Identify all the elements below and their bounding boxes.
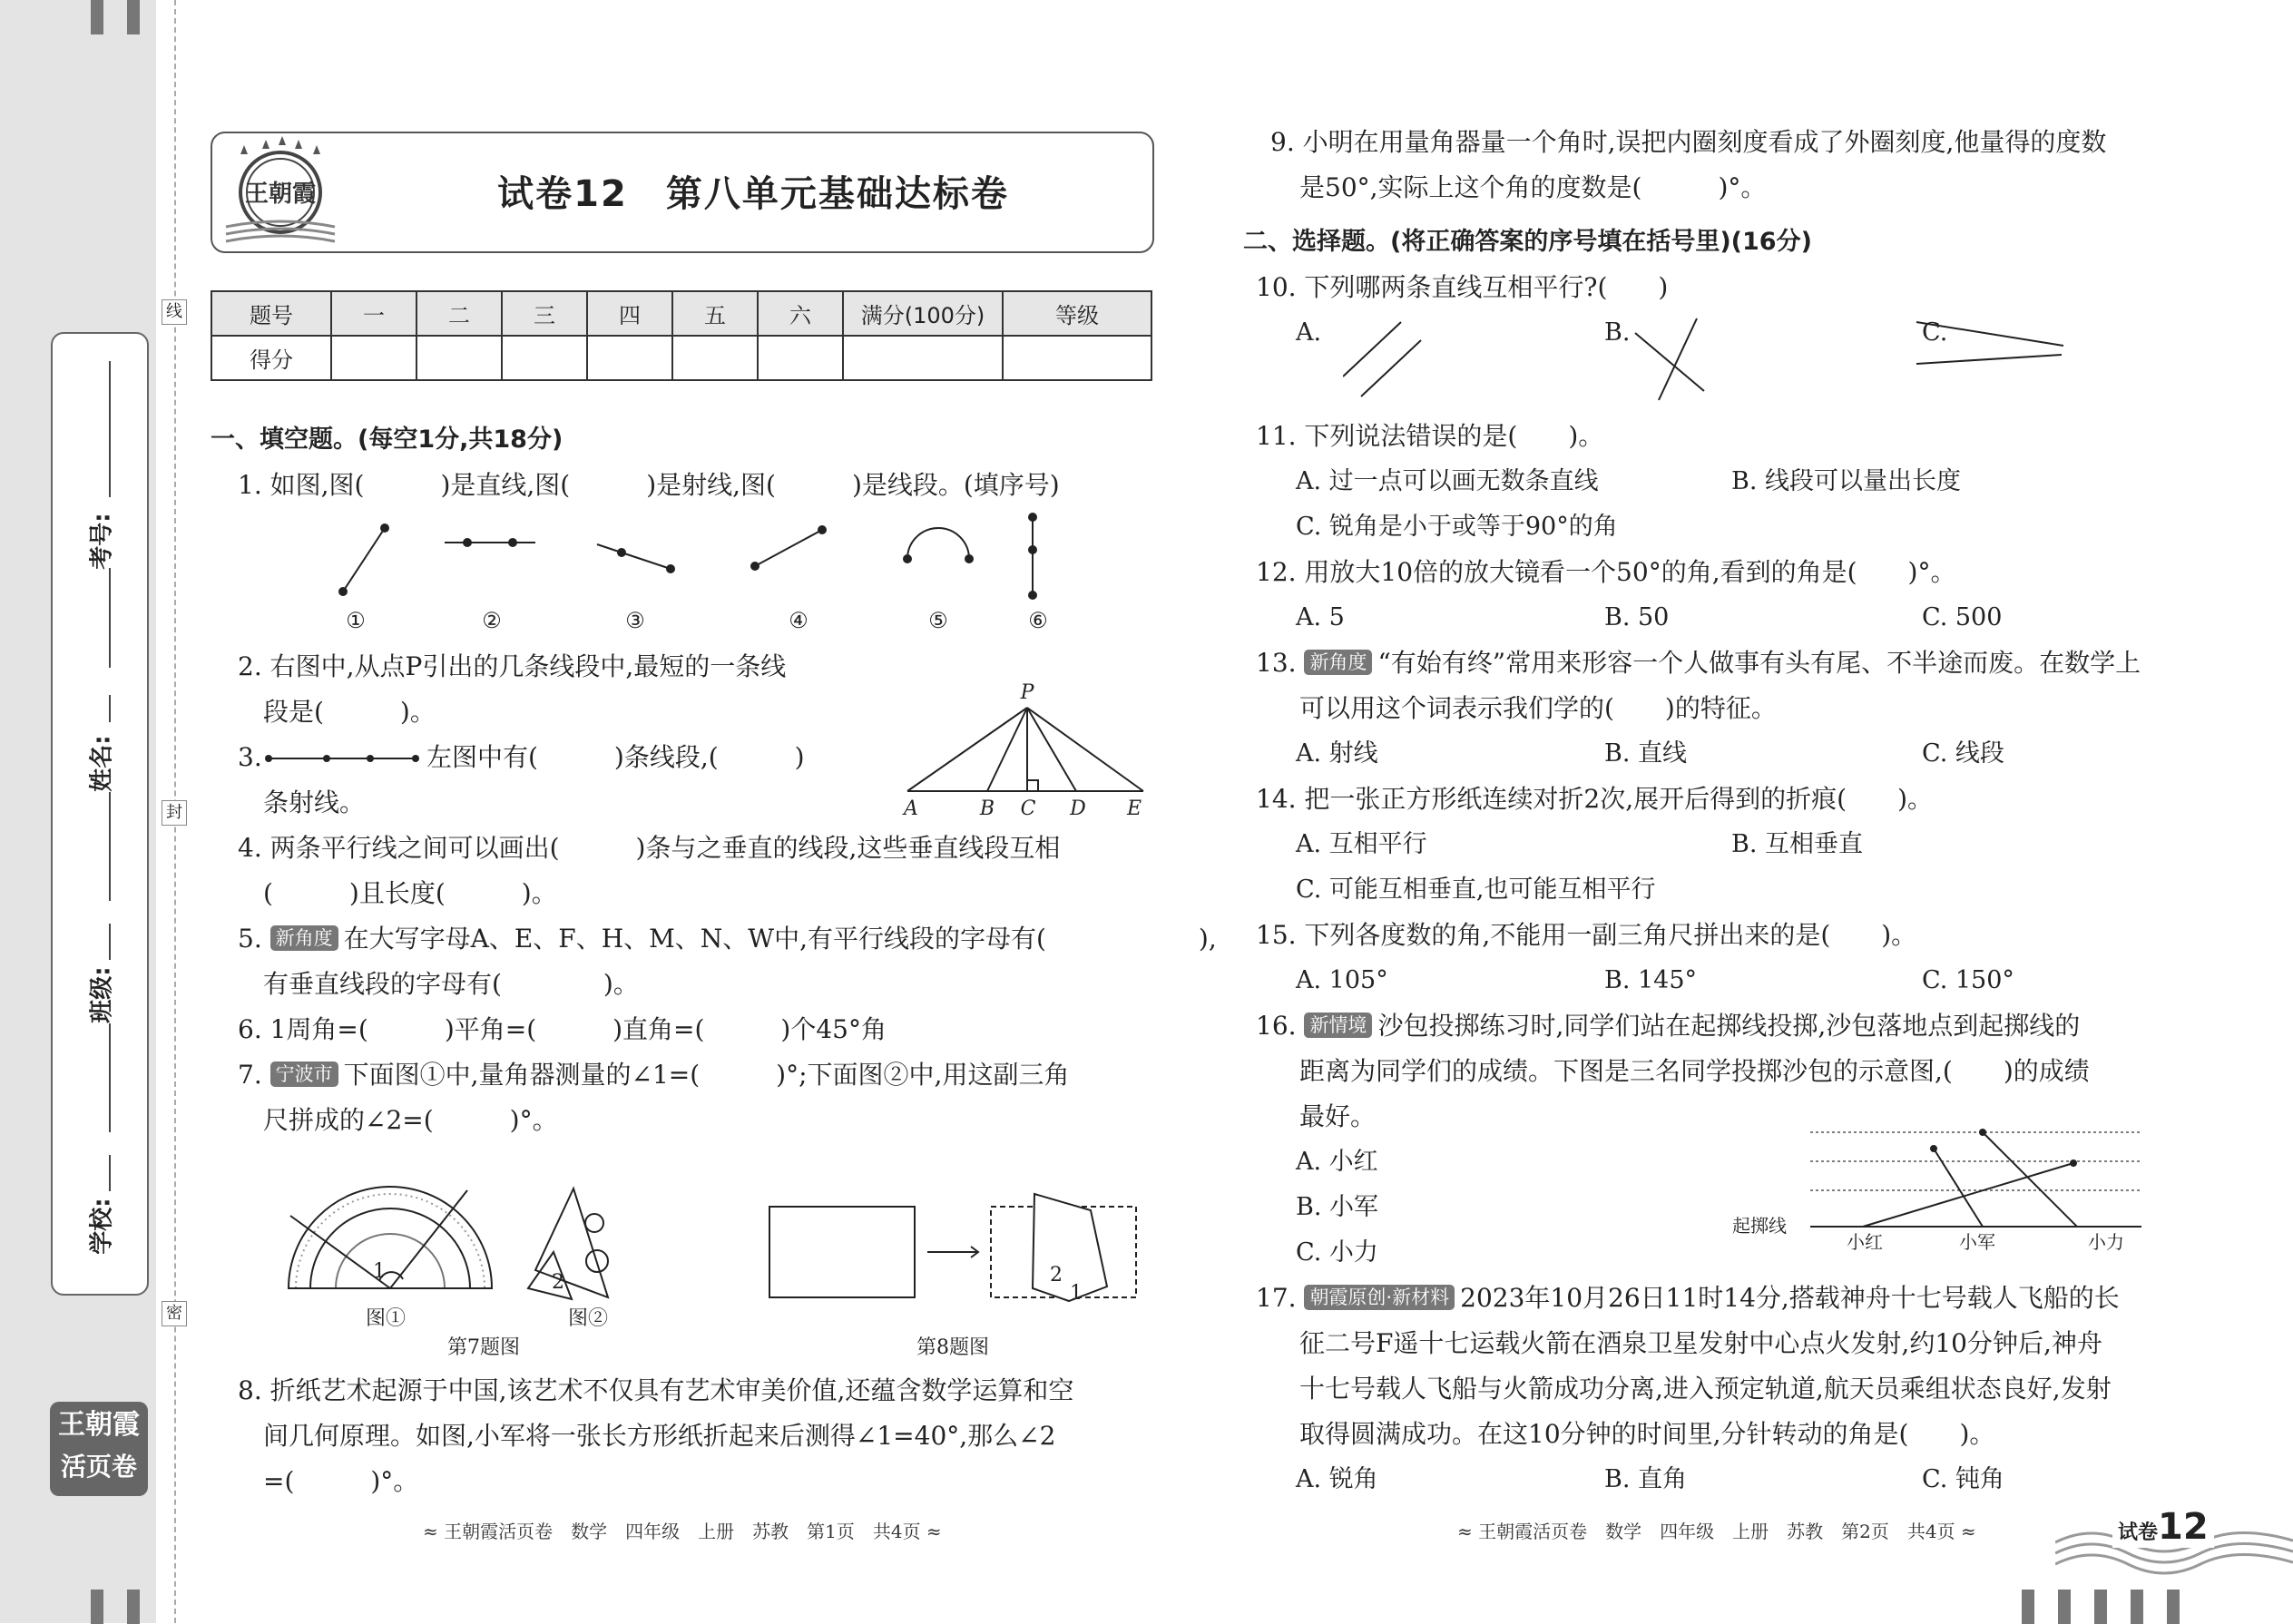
fig-label-6: ⑥ — [1028, 608, 1048, 633]
question-13 — [1256, 641, 2141, 686]
question-15: 15. 下列各度数的角,不能用一副三角尺拼出来的是( )。 — [1256, 920, 1917, 950]
fig-label-5: ⑤ — [928, 608, 948, 633]
q16-number: 16. — [1256, 1011, 1297, 1041]
xiaohong-label: 小红 — [1847, 1231, 1883, 1253]
question-3-number: 3. — [238, 742, 262, 772]
q16-option-b[interactable]: B. 小军 — [1296, 1193, 1379, 1221]
score-header-cell: 等级 — [1003, 291, 1151, 336]
q7-figure-caption: 第7题图 — [447, 1336, 520, 1359]
question-16-cont: 距离为同学们的成绩。下图是三名同学投掷沙包的示意图,( )的成绩 — [1299, 1056, 2090, 1086]
q16-text: 沙包投掷练习时,同学们站在起掷线投掷,沙包落地点到起掷线的 — [1377, 1011, 2081, 1041]
q17-text: 2023年10月26日11时14分,搭载神舟十七号载人飞船的长 — [1460, 1283, 2120, 1313]
question-4: 4. 两条平行线之间可以画出( )条与之垂直的线段,这些垂直线段互相 — [238, 833, 1061, 863]
q14-option-a[interactable]: A. 互相平行 — [1296, 830, 1427, 858]
score-cell[interactable] — [587, 336, 672, 380]
question-9-cont: 是50°,实际上这个角的度数是( )°。 — [1299, 172, 1767, 202]
q17-tag: 朝霞原创·新材料 — [1304, 1285, 1455, 1310]
score-header-cell: 四 — [587, 291, 672, 336]
question-8: 8. 折纸艺术起源于中国,该艺术不仅具有艺术审美价值,还蕴含数学运算和空 — [238, 1375, 1074, 1405]
brand-subtitle: 活页卷 — [60, 1452, 137, 1482]
margin-bar — [91, 0, 103, 34]
q16-option-a[interactable]: A. 小红 — [1296, 1148, 1378, 1176]
q5-text: 在大写字母A、E、F、H、M、N、W中,有平行线段的字母有( ), — [343, 924, 1217, 954]
fold-label-seal: 封 — [162, 800, 187, 826]
score-cell[interactable] — [416, 336, 502, 380]
section-fill-in: 一、填空题。(每空1分,共18分) — [211, 426, 563, 454]
q7-number: 7. — [238, 1060, 262, 1090]
q16-option-c[interactable]: C. 小力 — [1296, 1238, 1378, 1267]
q11-option-b[interactable]: B. 线段可以量出长度 — [1731, 467, 1962, 495]
q1-figures — [318, 508, 1062, 635]
q13-tag: 新角度 — [1304, 650, 1372, 675]
question-3-cont: 条射线。 — [263, 788, 366, 817]
margin-bar — [127, 0, 140, 34]
point-B: B — [979, 797, 995, 820]
question-14: 14. 把一张正方形纸连续对折2次,展开后得到的折痕( )。 — [1256, 784, 1933, 814]
q10-line-figures — [1343, 313, 2087, 404]
margin-bar — [2094, 1590, 2107, 1624]
score-header-cell: 三 — [502, 291, 587, 336]
school-label: 学校: — [88, 1198, 116, 1255]
margin-bar — [127, 1590, 140, 1624]
q17-number: 17. — [1256, 1283, 1297, 1313]
brand-name: 王朝霞 — [58, 1409, 140, 1441]
margin-bar — [2167, 1590, 2180, 1624]
q13-number: 13. — [1256, 648, 1297, 678]
fig-label-2: ② — [482, 608, 502, 633]
question-9: 9. 小明在用量角器量一个角时,误把内圈刻度看成了外圈刻度,他量得的度数 — [1270, 127, 2107, 157]
paper-number-badge — [2112, 1506, 2214, 1548]
question-16-cont: 最好。 — [1299, 1101, 1377, 1131]
school-line[interactable] — [109, 1155, 111, 1191]
score-cell[interactable] — [672, 336, 758, 380]
paper-number: 12 — [2158, 1506, 2209, 1548]
margin-bar — [2022, 1590, 2034, 1624]
fold-label-secret: 密 — [162, 1301, 187, 1326]
q5-number: 5. — [238, 924, 262, 954]
question-7-cont: 尺拼成的∠2=( )°。 — [263, 1105, 558, 1135]
margin-bar — [91, 1590, 103, 1624]
q10-option-a[interactable]: A. — [1296, 318, 1322, 347]
student-info-box — [51, 332, 149, 1296]
q15-option-b[interactable]: B. 145° — [1604, 966, 1698, 994]
score-table — [211, 290, 1152, 381]
point-A: A — [904, 797, 918, 820]
question-5-cont: 有垂直线段的字母有( )。 — [263, 969, 639, 999]
q12-option-c[interactable]: C. 500 — [1922, 603, 2003, 631]
question-3: 左图中有( )条线段,( ) — [426, 742, 805, 772]
q7-text: 下面图①中,量角器测量的∠1=( )°;下面图②中,用这副三角 — [343, 1060, 1070, 1090]
question-2: 2. 右图中,从点P引出的几条线段中,最短的一条线 — [238, 651, 787, 681]
score-cell[interactable] — [331, 336, 416, 380]
score-header-cell: 六 — [758, 291, 843, 336]
question-12: 12. 用放大10倍的放大镜看一个50°的角,看到的角是( )°。 — [1256, 557, 1956, 587]
paper-label: 试卷 — [2118, 1521, 2159, 1544]
section-choice: 二、选择题。(将正确答案的序号填在括号里)(16分) — [1243, 228, 1812, 256]
name-line[interactable] — [109, 695, 111, 722]
question-4-cont: ( )且长度( )。 — [263, 878, 557, 908]
exam-number-label: 考号: — [88, 513, 116, 570]
publisher-logo — [222, 136, 338, 245]
class-line[interactable] — [109, 1023, 111, 1132]
question-13-cont: 可以用这个词表示我们学的( )的特征。 — [1299, 693, 1777, 723]
fig-label-1: ① — [346, 608, 366, 633]
exam-number-line[interactable] — [109, 361, 111, 497]
q5-tag: 新角度 — [270, 925, 338, 951]
question-1: 1. 如图,图( )是直线,图( )是射线,图( )是线段。(填序号) — [238, 470, 1060, 500]
name-line[interactable] — [109, 792, 111, 901]
score-cell[interactable] — [843, 336, 1003, 380]
question-16 — [1256, 1003, 2080, 1049]
brand-badge — [50, 1402, 148, 1496]
question-2-cont: 段是( )。 — [263, 697, 436, 727]
q8-figure-caption: 第8题图 — [916, 1336, 989, 1359]
xiaoli-label: 小力 — [2088, 1231, 2124, 1253]
q2-triangle-figure — [898, 673, 1152, 824]
xiaojun-label: 小军 — [1959, 1231, 1995, 1253]
q16-throw-diagram — [1720, 1125, 2146, 1261]
svg-text:王朝霞: 王朝霞 — [244, 181, 317, 208]
question-17 — [1256, 1276, 2120, 1321]
fig-label-4: ④ — [789, 608, 808, 633]
point-E: E — [1126, 797, 1142, 820]
q7-q8-figures — [272, 1161, 1143, 1361]
q17-option-a[interactable]: A. 锐角 — [1296, 1465, 1378, 1493]
point-C: C — [1020, 797, 1036, 820]
q13-option-c[interactable]: C. 线段 — [1922, 739, 2004, 768]
score-header-cell: 五 — [672, 291, 758, 336]
question-7 — [238, 1052, 1069, 1098]
q7-tag: 宁波市 — [270, 1061, 338, 1087]
page-footer-1: ≈ 王朝霞活页卷 数学 四年级 上册 苏教 第1页 共4页 ≈ — [423, 1521, 942, 1542]
question-8-cont: =( )°。 — [263, 1466, 419, 1496]
angle-2-label: 2 — [552, 1271, 564, 1294]
name-label: 姓名: — [88, 735, 116, 792]
score-cell[interactable] — [1003, 336, 1151, 380]
question-5 — [238, 916, 1217, 962]
point-P: P — [1020, 681, 1034, 704]
exam-number-line[interactable] — [109, 568, 111, 668]
q13-option-b[interactable]: B. 直线 — [1604, 739, 1688, 768]
q15-option-c[interactable]: C. 150° — [1922, 966, 2014, 994]
question-6: 6. 1周角=( )平角=( )直角=( )个45°角 — [238, 1014, 887, 1044]
q17-option-b[interactable]: B. 直角 — [1604, 1465, 1688, 1493]
class-line[interactable] — [109, 924, 111, 960]
q14-option-c[interactable]: C. 可能互相垂直,也可能互相平行 — [1296, 876, 1656, 904]
question-17-cont: 十七号载人飞船与火箭成功分离,进入预定轨道,航天员乘组状态良好,发射 — [1299, 1374, 2112, 1404]
q12-option-a[interactable]: A. 5 — [1296, 603, 1345, 631]
score-cell[interactable] — [502, 336, 587, 380]
fig-2-label: 图② — [567, 1307, 609, 1330]
fig-1-label: 图① — [365, 1307, 407, 1330]
margin-bar — [2058, 1590, 2071, 1624]
point-D: D — [1070, 797, 1086, 820]
question-17-cont: 征二号F遥十七运载火箭在酒泉卫星发射中心点火发射,约10分钟后,神舟 — [1299, 1328, 2102, 1358]
q16-tag: 新情境 — [1304, 1013, 1372, 1038]
score-row-label: 得分 — [211, 336, 331, 380]
page-title: 试卷12 第八单元基础达标卷 — [497, 173, 1009, 215]
q15-option-a[interactable]: A. 105° — [1296, 966, 1388, 994]
q13-option-a[interactable]: A. 射线 — [1296, 739, 1378, 768]
fig-label-3: ③ — [625, 608, 645, 633]
page-footer-2: ≈ 王朝霞活页卷 数学 四年级 上册 苏教 第2页 共4页 ≈ — [1457, 1521, 1976, 1542]
score-table-header-row — [211, 291, 1151, 336]
throw-line-label: 起掷线 — [1732, 1215, 1787, 1237]
q10-option-c[interactable]: C. — [1922, 318, 1948, 347]
q11-option-c[interactable]: C. 锐角是小于或等于90°的角 — [1296, 513, 1618, 541]
q10-option-b[interactable]: B. — [1604, 318, 1631, 347]
q17-option-c[interactable]: C. 钝角 — [1922, 1465, 2004, 1493]
q3-line-figure — [263, 749, 423, 768]
q13-text: “有始有终”常用来形容一个人做事有头有尾、不半途而废。在数学上 — [1377, 648, 2141, 678]
q8-angle-1-label: 1 — [1070, 1282, 1083, 1305]
q8-angle-2-label: 2 — [1050, 1264, 1063, 1286]
question-11: 11. 下列说法错误的是( )。 — [1256, 421, 1604, 451]
class-label: 班级: — [88, 966, 116, 1023]
q11-option-a[interactable]: A. 过一点可以画无数条直线 — [1296, 467, 1599, 495]
q12-option-b[interactable]: B. 50 — [1604, 603, 1670, 631]
question-10: 10. 下列哪两条直线互相平行?( ) — [1256, 272, 1669, 302]
score-header-cell: 一 — [331, 291, 416, 336]
margin-bar — [2131, 1590, 2143, 1624]
score-header-cell: 二 — [416, 291, 502, 336]
question-17-cont: 取得圆满成功。在这10分钟的时间里,分针转动的角是( )。 — [1299, 1419, 1995, 1449]
score-header-cell: 满分(100分) — [843, 291, 1003, 336]
angle-1-label: 1 — [373, 1260, 386, 1283]
score-header-cell: 题号 — [211, 291, 331, 336]
score-cell[interactable] — [758, 336, 843, 380]
fold-label-line: 线 — [162, 299, 187, 325]
score-table-score-row — [211, 336, 1151, 380]
q14-option-b[interactable]: B. 互相垂直 — [1731, 830, 1864, 858]
question-8-cont: 间几何原理。如图,小军将一张长方形纸折起来后测得∠1=40°,那么∠2 — [263, 1421, 1056, 1451]
